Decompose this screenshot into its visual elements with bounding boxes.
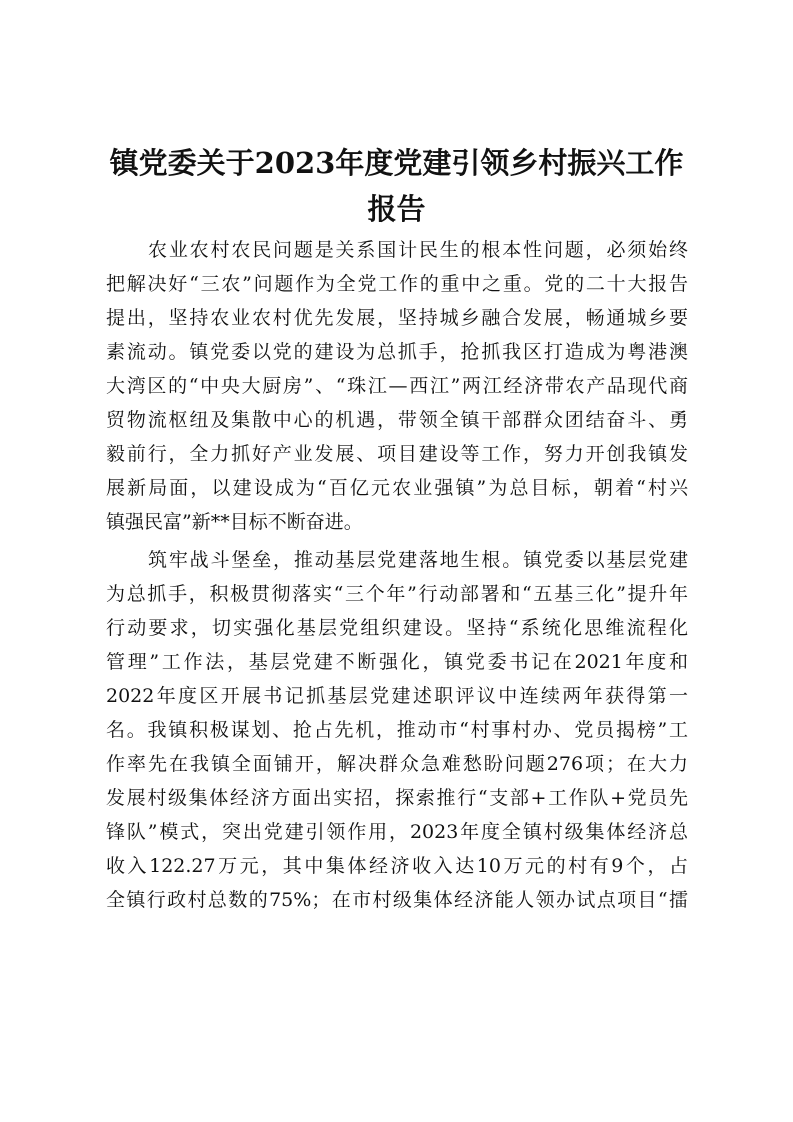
paragraph-line: 名。我镇积极谋划、抢占先机，推动市“村事村办、党员揭榜”工 — [106, 719, 688, 741]
paragraph-line: 2022年度区开展书记抓基层党建述职评议中连续两年获得第一 — [106, 685, 688, 707]
paragraph-line: 素流动。镇党委以党的建设为总抓手，抢抓我区打造成为粤港澳 — [106, 341, 688, 363]
paragraph-line: 发展村级集体经济方面出实招，探索推行“支部+工作队+党员先 — [106, 787, 688, 809]
paragraph-line: 提出，坚持农业农村优先发展，坚持城乡融合发展，畅通城乡要 — [106, 307, 688, 329]
document-title-line-2: 报告 — [367, 192, 426, 226]
paragraph-line: 收入122.27万元，其中集体经济收入达10万元的村有9个，占 — [106, 855, 688, 877]
paragraph-line: 为总抓手，积极贯彻落实“三个年”行动部署和“五基三化”提升年 — [106, 583, 688, 605]
paragraph-line: 筑牢战斗堡垒，推动基层党建落地生根。镇党委以基层党建 — [148, 549, 688, 571]
paragraph-line: 全镇行政村总数的75%；在市村级集体经济能人领办试点项目“擂 — [106, 889, 688, 911]
paragraph-line: 把解决好“三农”问题作为全党工作的重中之重。党的二十大报告 — [106, 273, 688, 295]
paragraph-line: 管理”工作法，基层党建不断强化，镇党委书记在2021年度和 — [106, 651, 688, 673]
paragraph-line: 展新局面，以建设成为“百亿元农业强镇”为总目标，朝着“村兴 — [106, 477, 688, 499]
paragraph-line: 农业农村农民问题是关系国计民生的根本性问题，必须始终 — [148, 239, 688, 261]
paragraph-line: 镇强民富”新**目标不断奋进。 — [106, 511, 363, 533]
document-title-line-1: 镇党委关于2023年度党建引领乡村振兴工作 — [109, 146, 684, 180]
paragraph-line: 贸物流枢纽及集散中心的机遇，带领全镇干部群众团结奋斗、勇 — [106, 409, 688, 431]
paragraph-line: 大湾区的“中央大厨房”、“珠江—西江”两江经济带农产品现代商 — [106, 375, 688, 397]
paragraph-line: 行动要求，切实强化基层党组织建设。坚持“系统化思维流程化 — [106, 617, 688, 639]
paragraph-line: 锋队”模式，突出党建引领作用，2023年度全镇村级集体经济总 — [106, 821, 688, 843]
paragraph-line: 毅前行，全力抓好产业发展、项目建设等工作，努力开创我镇发 — [106, 443, 688, 465]
paragraph-line: 作率先在我镇全面铺开，解决群众急难愁盼问题276项；在大力 — [106, 753, 688, 775]
